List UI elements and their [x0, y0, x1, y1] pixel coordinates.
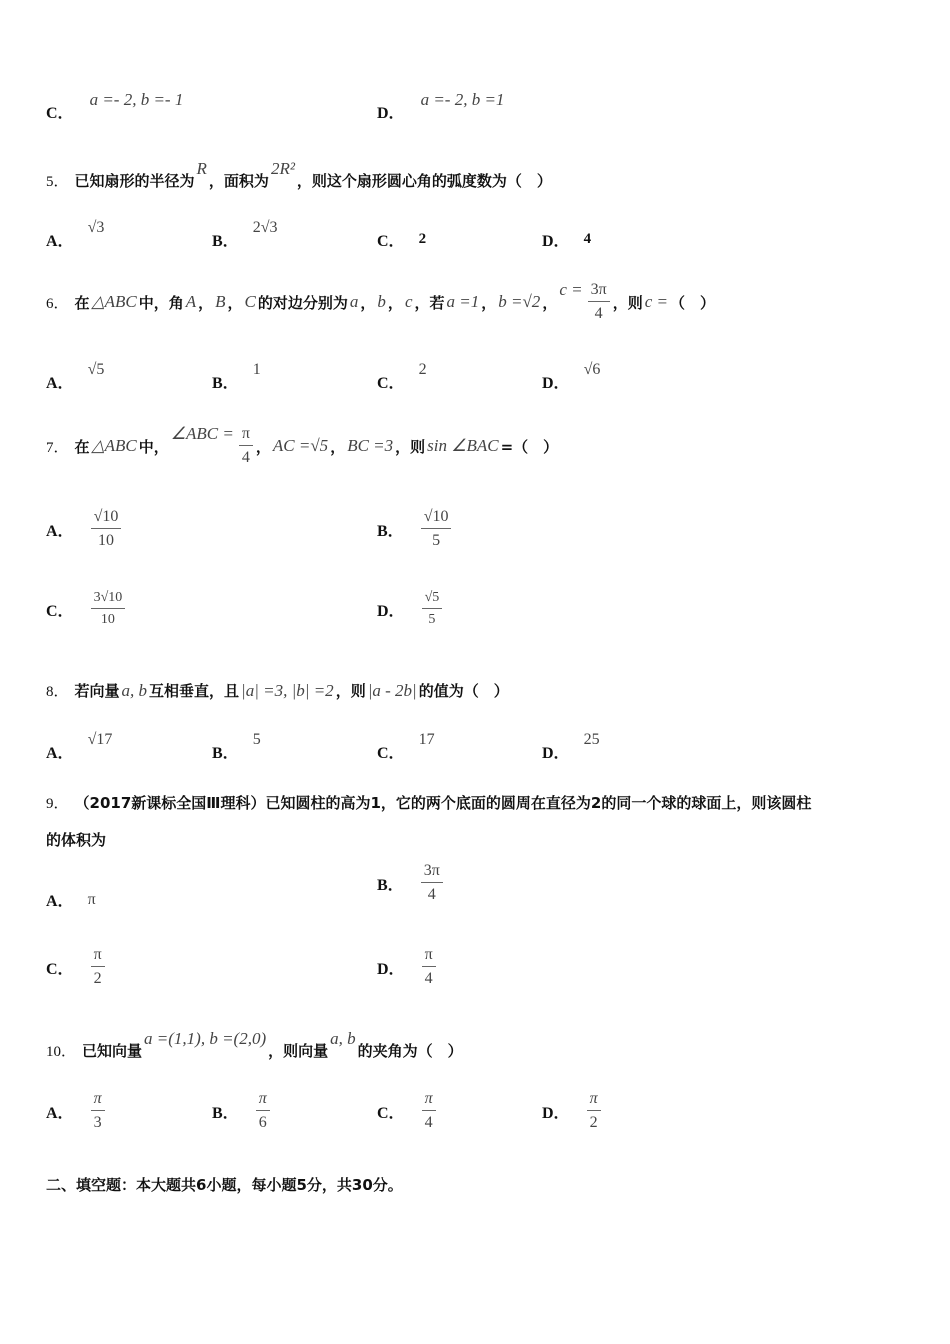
- math: a: [349, 292, 359, 311]
- fraction: [422, 590, 443, 628]
- q7-option-b: [377, 508, 454, 550]
- option-value: 5: [252, 730, 261, 748]
- option-label: A．: [46, 233, 74, 250]
- question-6-stem: [46, 278, 715, 326]
- stem-text: 在: [74, 437, 90, 456]
- option-value: a =- 2, b =1: [420, 89, 505, 109]
- math: a =(1,1), b =(2,0): [144, 1028, 267, 1048]
- option-value: 2: [418, 360, 427, 378]
- question-5-stem: [46, 158, 552, 191]
- stem-text: 若向量: [74, 682, 120, 700]
- q6-option-c: [377, 360, 427, 393]
- q10-option-b: [212, 1090, 273, 1132]
- stem-text: 的对边分别为: [257, 293, 348, 312]
- question-number: 8．: [46, 684, 69, 700]
- q5-option-d: [542, 228, 591, 251]
- q7-option-a: [46, 508, 124, 550]
- denominator: 4: [594, 305, 603, 322]
- question-number: 5．: [46, 174, 69, 190]
- stem-text: 互相垂直，且: [149, 682, 240, 700]
- numerator: π: [256, 1090, 270, 1111]
- stem-text: 的夹角为（ ）: [357, 1042, 463, 1060]
- question-8-stem: [46, 680, 509, 701]
- question-number: 10．: [46, 1044, 77, 1060]
- option-value: a =- 2, b =- 1: [89, 89, 184, 109]
- denominator: 4: [424, 1114, 433, 1131]
- stem-text: 已知扇形的半径为: [74, 172, 195, 190]
- numerator: π: [422, 1090, 436, 1111]
- numerator: √10: [421, 508, 452, 529]
- option-label: C．: [46, 960, 74, 978]
- stem-text: ，面积为: [208, 172, 269, 190]
- option-value: 4: [583, 231, 592, 247]
- q5-option-c: [377, 228, 426, 251]
- q9-option-c: [46, 946, 108, 988]
- q6-option-d: [542, 360, 601, 393]
- denominator: 10: [97, 532, 114, 549]
- math: A: [185, 292, 197, 311]
- question-number: 7．: [46, 439, 69, 456]
- numerator: 3√10: [91, 590, 126, 609]
- stem-text: ，则: [395, 437, 426, 456]
- q10-option-d: [542, 1090, 604, 1132]
- stem-text: 中，: [138, 437, 169, 456]
- math: C: [244, 292, 256, 311]
- fraction: [588, 281, 610, 323]
- math: |a - 2b|: [367, 680, 417, 700]
- denominator: 5: [428, 612, 436, 627]
- question-10-stem: [46, 1028, 463, 1061]
- stem-text: 的体积为: [46, 831, 107, 849]
- option-label: A．: [46, 375, 74, 392]
- denominator: 2: [589, 1114, 598, 1131]
- option-label: D．: [377, 105, 405, 122]
- stem-text: ，若: [414, 293, 445, 312]
- option-value: 17: [418, 730, 435, 748]
- stem-text: ，: [481, 293, 497, 312]
- denominator: 6: [258, 1114, 267, 1131]
- math: b =√2: [498, 292, 541, 311]
- fraction: [91, 508, 122, 550]
- option-label: C．: [377, 375, 405, 392]
- math: R: [196, 158, 207, 178]
- numerator: 3π: [421, 862, 443, 883]
- q4-option-d: [377, 89, 506, 123]
- numerator: 3π: [588, 281, 610, 302]
- question-9-stem: [46, 792, 811, 813]
- option-label: A．: [46, 745, 74, 762]
- math: b: [377, 292, 386, 311]
- stem-text: ，则: [335, 682, 366, 700]
- numerator: π: [587, 1090, 601, 1111]
- fraction: [422, 946, 436, 988]
- math: △ABC: [91, 436, 137, 455]
- option-label: D．: [542, 1104, 570, 1122]
- fraction: [587, 1090, 601, 1132]
- option-label: B．: [377, 522, 404, 540]
- q6-option-a: [46, 360, 105, 393]
- math: c =: [644, 292, 668, 311]
- stem-text: ，: [227, 293, 243, 312]
- option-label: C．: [377, 233, 405, 250]
- section-2-heading: [46, 1174, 403, 1195]
- q10-option-a: [46, 1090, 108, 1132]
- denominator: 4: [241, 449, 250, 466]
- fraction: [91, 946, 105, 988]
- denominator: 4: [424, 970, 433, 987]
- math: BC =3: [347, 436, 394, 455]
- numerator: π: [91, 1090, 105, 1111]
- option-value: 1: [252, 360, 261, 378]
- numerator: √10: [91, 508, 122, 529]
- q8-option-a: [46, 730, 113, 763]
- stem-text: ，: [360, 293, 376, 312]
- question-7-stem: [46, 422, 558, 470]
- stem-text: ，则这个扇形圆心角的弧度数为（ ）: [296, 172, 552, 190]
- math: |a| =3, |b| =2: [241, 680, 334, 700]
- denominator: 2: [93, 970, 102, 987]
- q7-option-d: [377, 590, 445, 628]
- fraction: [91, 1090, 105, 1132]
- math: a, b: [330, 1028, 356, 1048]
- stem-text: =（ ）: [500, 437, 559, 456]
- q8-option-b: [212, 730, 261, 763]
- option-value: √17: [87, 730, 113, 748]
- stem-text: ，: [387, 293, 403, 312]
- fraction: [421, 862, 443, 904]
- math: ∠ABC =: [170, 424, 234, 443]
- math: △ABC: [91, 292, 137, 311]
- fraction: [256, 1090, 270, 1132]
- stem-text: 已知向量: [82, 1042, 143, 1060]
- q9-option-d: [377, 946, 439, 988]
- option-label: B．: [212, 745, 239, 762]
- stem-text: ，: [330, 437, 346, 456]
- q8-option-c: [377, 730, 435, 763]
- q10-option-c: [377, 1090, 439, 1132]
- option-label: D．: [377, 960, 405, 978]
- math: a =1: [446, 292, 480, 311]
- q8-option-d: [542, 730, 600, 763]
- option-value: √6: [583, 360, 601, 378]
- option-value: π: [87, 890, 96, 908]
- math: AC =√5: [272, 436, 329, 455]
- q9-option-b: [377, 862, 446, 904]
- math: sin ∠BAC: [427, 436, 499, 455]
- denominator: 10: [100, 612, 115, 627]
- option-label: C．: [377, 745, 405, 762]
- option-label: C．: [46, 105, 74, 122]
- stem-text: 的值为（ ）: [418, 682, 509, 700]
- math: c =: [559, 280, 583, 299]
- math: B: [215, 292, 226, 311]
- numerator: π: [91, 946, 105, 967]
- math: 2R²: [270, 158, 295, 178]
- option-value: 2: [418, 231, 427, 247]
- option-label: B．: [377, 876, 404, 894]
- option-value: √3: [87, 218, 105, 236]
- stem-text: 在: [74, 293, 90, 312]
- denominator: 4: [427, 886, 436, 903]
- option-label: D．: [542, 233, 570, 250]
- option-label: C．: [46, 602, 74, 620]
- denominator: 3: [93, 1114, 102, 1131]
- section-heading-text: 二、填空题：本大题共6小题，每小题5分，共30分。: [46, 1176, 403, 1194]
- option-label: C．: [377, 1104, 405, 1122]
- option-label: A．: [46, 522, 74, 540]
- stem-text: （ ）: [669, 293, 715, 312]
- option-value: 2√3: [252, 218, 278, 236]
- stem-text: ，: [542, 293, 558, 312]
- stem-text: （2017新课标全国Ⅲ理科）已知圆柱的高为1，它的两个底面的圆周在直径为2的同一个球的球面上，则该圆柱: [74, 794, 812, 812]
- question-number: 9．: [46, 796, 69, 812]
- fraction: [422, 1090, 436, 1132]
- q7-option-c: [46, 590, 128, 628]
- q5-option-b: [212, 218, 278, 251]
- math: c: [404, 292, 413, 311]
- denominator: 5: [432, 532, 441, 549]
- option-label: D．: [542, 375, 570, 392]
- q4-option-c: [46, 89, 185, 123]
- option-label: D．: [542, 745, 570, 762]
- numerator: π: [422, 946, 436, 967]
- fraction: [239, 425, 253, 467]
- q6-option-b: [212, 360, 261, 393]
- option-label: A．: [46, 893, 74, 910]
- option-label: B．: [212, 375, 239, 392]
- stem-text: 中，角: [138, 293, 184, 312]
- fraction: [421, 508, 452, 550]
- option-value: 25: [583, 730, 600, 748]
- math: a, b: [121, 680, 148, 700]
- option-label: B．: [212, 1104, 239, 1122]
- q9-option-a: [46, 888, 96, 911]
- stem-text: ，: [255, 437, 271, 456]
- question-9-stem-line2: [46, 829, 106, 850]
- q5-option-a: [46, 218, 105, 251]
- fraction: [91, 590, 126, 628]
- option-label: D．: [377, 602, 405, 620]
- stem-text: ，则: [612, 293, 643, 312]
- option-value: √5: [87, 360, 105, 378]
- stem-text: ，: [198, 293, 214, 312]
- option-label: B．: [212, 233, 239, 250]
- question-number: 6．: [46, 295, 69, 312]
- stem-text: ，则向量: [268, 1042, 329, 1060]
- numerator: π: [239, 425, 253, 446]
- numerator: √5: [422, 590, 443, 609]
- option-label: A．: [46, 1104, 74, 1122]
